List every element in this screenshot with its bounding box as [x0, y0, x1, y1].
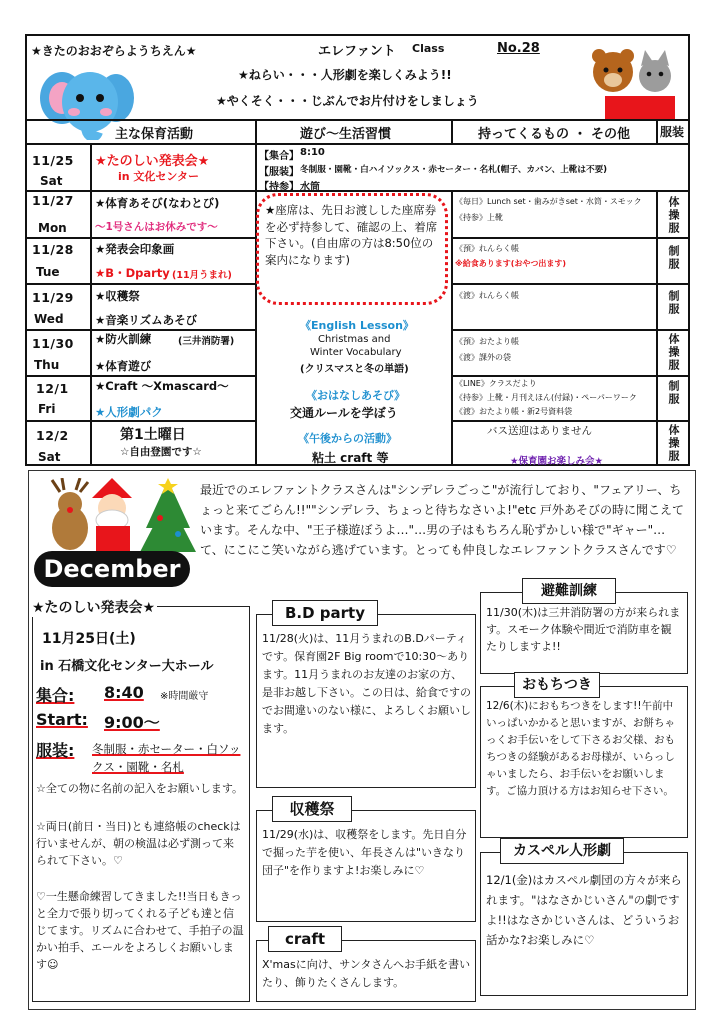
recital-start-label: Start:	[36, 710, 88, 729]
recital-gather-label: 集合:	[36, 686, 75, 705]
grid-line	[25, 283, 255, 285]
header-bring-items: 持ってくるもの ・ その他	[478, 127, 631, 142]
evac-text: 11/30(木)は三井消防署の方が来られます。スモーク体験や間近で消防車を観たりしますよ!!	[486, 606, 681, 653]
bring-line: 《持参》上靴	[455, 213, 503, 222]
bear-cat-icon	[575, 42, 685, 122]
activity-item: ★音楽リズムあそび	[95, 313, 198, 327]
recital-gather-note: ※時間厳守	[160, 691, 209, 702]
recital-title: ★たのしい発表会★	[30, 597, 157, 617]
grid-line	[255, 190, 690, 192]
uniform-label: 体操服	[667, 424, 680, 463]
grid-line	[25, 143, 690, 145]
gather-time-label: 【集合】	[259, 151, 299, 162]
recital-start-time: 9:00～	[104, 713, 160, 732]
bd-party-text: 11/28(火)は、11月うまれのB.Dパーティです。保育園2F Big roomで10:30～あります。11月うまれのお友達のお家の方、是非お越し下さい。この日は、給食ですのでお間違いのない様に、よろしくお願いします。	[262, 632, 471, 735]
grid-line	[25, 375, 255, 377]
christmas-santa-icon	[40, 478, 200, 558]
evac-title: 避難訓練	[522, 578, 616, 604]
bring-line: 《預》れんらく帳	[455, 244, 519, 253]
harvest-text: 11/29(水)は、収穫祭をします。先日自分で掘った芋を使い、年長さんは"いきなり団子"を作りますよ!お楽しみに♡	[262, 828, 467, 877]
row-date: 11/25	[32, 153, 74, 168]
story-title: 《おはなしあそび》	[306, 389, 406, 402]
harvest-title: 収穫祭	[272, 796, 352, 822]
bring-line: バス送迎はありません	[487, 425, 592, 437]
bring-line: 《毎日》Lunch set・歯みがきset・水筒・スモック	[455, 197, 642, 206]
recital-dress: 冬制服・赤セーター・白ソックス・園靴・名札	[92, 742, 241, 774]
row-date: 11/29	[32, 290, 74, 305]
activity-note: (三井消防署)	[178, 336, 235, 347]
grid-line	[451, 329, 690, 331]
activity-item: ★収穫祭	[95, 289, 140, 303]
recital-note: ☆全ての物に名前の記入をお願いします。	[36, 782, 243, 795]
header-clothes: 服装	[660, 125, 685, 139]
recital-venue: in 石橋文化センター大ホール	[40, 659, 214, 674]
december-intro: 最近でのエレファントクラスさんは"シンデレラごっこ"が流行しており、"フェアリー、ちょっと来てごらん!!""シンデレラ、ちょっと待ちなさいよ!"etc 戸外あそびの時に聞こえています。そんな中、"王子様遊ぼうよ…"…男の子はもちろん恥ずかしい様で"ギャー"…て、にこにこ笑いながら逃げています。とっても仲良しなエレファントクラスさんです♡	[200, 483, 684, 557]
row-dow: Fri	[38, 402, 56, 416]
grid-line	[656, 190, 658, 466]
header-main-activity: 主な保育活動	[115, 127, 194, 142]
uniform-label: 制服	[667, 245, 680, 271]
grid-line	[656, 119, 658, 143]
header-play-habits: 遊び～生活習慣	[300, 127, 392, 142]
gather-bring-label: 【持参】	[259, 182, 299, 193]
recital-note: ♡一生懸命練習してきました!!当日もきっと全力で張り切ってくれる子ども達と信じてます。リズムに合わせて、手拍子の温かい拍手、エールをよろしくお願いします☺	[36, 890, 244, 971]
activity-note: ☆自由登園です☆	[120, 446, 202, 458]
row-date: 12/2	[36, 428, 69, 443]
english-line: (クリスマスと冬の単語)	[300, 364, 409, 375]
grid-line	[451, 190, 453, 466]
recital-dress-label: 服装:	[36, 741, 75, 760]
recital-note: ☆両日(前日・当日)とも連絡帳のcheckは行いませんが、朝の検温は必ず測って来られて下さい。♡	[36, 820, 241, 867]
uniform-label: 制服	[667, 290, 680, 316]
issue-number: No.28	[497, 41, 540, 56]
bring-line: ※給食あります(おやつ出ます)	[455, 259, 567, 268]
activity-item: ★体育遊び	[95, 359, 152, 373]
row-date: 12/1	[36, 381, 69, 396]
seat-note-text: ★座席は、先日お渡しした座席券を必ず持参して、確認の上、着席下さい。(自由席の方は8:50位の案内になります)	[265, 203, 438, 267]
grid-line	[451, 237, 690, 239]
activity-item: ★発表会印象画	[95, 242, 175, 256]
bd-party-title: B.D party	[272, 600, 378, 626]
row-dow: Sat	[38, 450, 61, 464]
row-date: 11/28	[32, 242, 74, 257]
grid-line	[255, 119, 257, 466]
row-date: 11/27	[32, 193, 74, 208]
bring-line: 《預》おたより帳	[455, 337, 519, 346]
gather-bring: 水筒	[300, 182, 320, 193]
craft-title: craft	[268, 926, 342, 952]
activity-recital: ★たのしい発表会★	[95, 154, 210, 169]
puppet-title: カスペル人形劇	[500, 838, 624, 864]
mochi-text: 12/6(木)におもちつきをします!!午前中いっぱいかかると思いますが、お餅ちゃっくお手伝いをして下さるお父様、おもちつきの経験があるお母様が、いらっしゃいましたら、お手伝いをお願いします。ご協力頂ける方はお知らせ下さい。	[486, 700, 675, 797]
activity-item: 第1土曜日	[120, 427, 186, 443]
gather-time: 8:10	[300, 147, 325, 158]
activity-note: ～1号さんはお休みです～	[95, 221, 218, 233]
grid-line	[451, 420, 690, 422]
uniform-label: 体操服	[667, 333, 680, 372]
bring-line: 《持参》上靴・月刊えほん(付録)・ペーパーワーク	[455, 393, 637, 402]
grid-line	[90, 143, 92, 466]
class-word: Class	[412, 42, 445, 55]
grid-line	[25, 237, 255, 239]
english-line: Christmas and	[318, 334, 391, 345]
row-dow: Wed	[34, 312, 64, 326]
class-name: エレファント	[318, 44, 396, 59]
uniform-label: 制服	[667, 380, 680, 406]
school-name: ★きたのおおぞらようちえん★	[31, 44, 197, 58]
aim-text: ★ねらい・・・人形劇を楽しくみよう!!	[238, 68, 452, 82]
grid-line	[451, 375, 690, 377]
grid-line	[451, 283, 690, 285]
december-label: December	[34, 551, 190, 587]
bring-line: 《渡》課外の袋	[455, 353, 511, 362]
activity-recital-venue: in 文化センター	[118, 170, 199, 183]
gather-dress: 冬制服・園靴・白ハイソックス・赤セーター・名札(帽子、カバン、上靴は不要)	[300, 165, 608, 175]
row-date: 11/30	[32, 336, 74, 351]
recital-gather-time: 8:40	[104, 683, 144, 702]
mochi-title: おもちつき	[514, 672, 600, 698]
row-dow: Sat	[40, 174, 63, 188]
afternoon-text: 粘土 craft 等	[312, 451, 389, 465]
row-dow: Mon	[38, 221, 67, 235]
bring-line: 《渡》れんらく帳	[455, 291, 519, 300]
row-dow: Tue	[36, 265, 60, 279]
uniform-label: 体操服	[667, 196, 680, 235]
afternoon-title: 《午後からの活動》	[298, 432, 397, 445]
grid-line	[25, 119, 690, 121]
puppet-text: 12/1(金)はカスペル劇団の方々が来られます。"はなさかじいさん"の劇ですよ!!はなさかじいさんは、どういうお話かな?お楽しみに♡	[486, 873, 682, 947]
activity-bd-party: ★B・Dparty	[95, 266, 170, 280]
english-line: Winter Vocabulary	[310, 347, 402, 358]
gather-dress-label: 【服装】	[259, 167, 299, 178]
activity-item: ★防火訓練	[95, 332, 152, 346]
bring-line: 《渡》おたより帳・新2号資料袋	[455, 407, 573, 416]
activity-item: ★体育あそび(なわとび)	[95, 196, 220, 210]
english-title: 《English Lesson》	[300, 319, 414, 332]
promise-text: ★やくそく・・・じぶんでお片付けをしましょう	[216, 94, 479, 108]
story-text: 交通ルールを学ぼう	[290, 406, 398, 420]
grid-line	[25, 190, 255, 192]
bring-line: ★保育園お楽しみ会★	[510, 456, 604, 467]
activity-item: ★Craft ～Xmascard～	[95, 379, 229, 393]
craft-text: X'masに向け、サンタさんへお手紙を書いたり、飾りたくさんします。	[262, 958, 471, 989]
row-dow: Thu	[34, 358, 60, 372]
grid-line	[25, 420, 255, 422]
bring-line: 《LINE》クラスだより	[455, 379, 537, 388]
recital-date: 11月25日(土)	[42, 631, 136, 647]
activity-puppet: ★人形劇パク	[95, 405, 163, 419]
activity-bd-note: (11月うまれ)	[172, 270, 232, 281]
grid-line	[451, 119, 453, 143]
